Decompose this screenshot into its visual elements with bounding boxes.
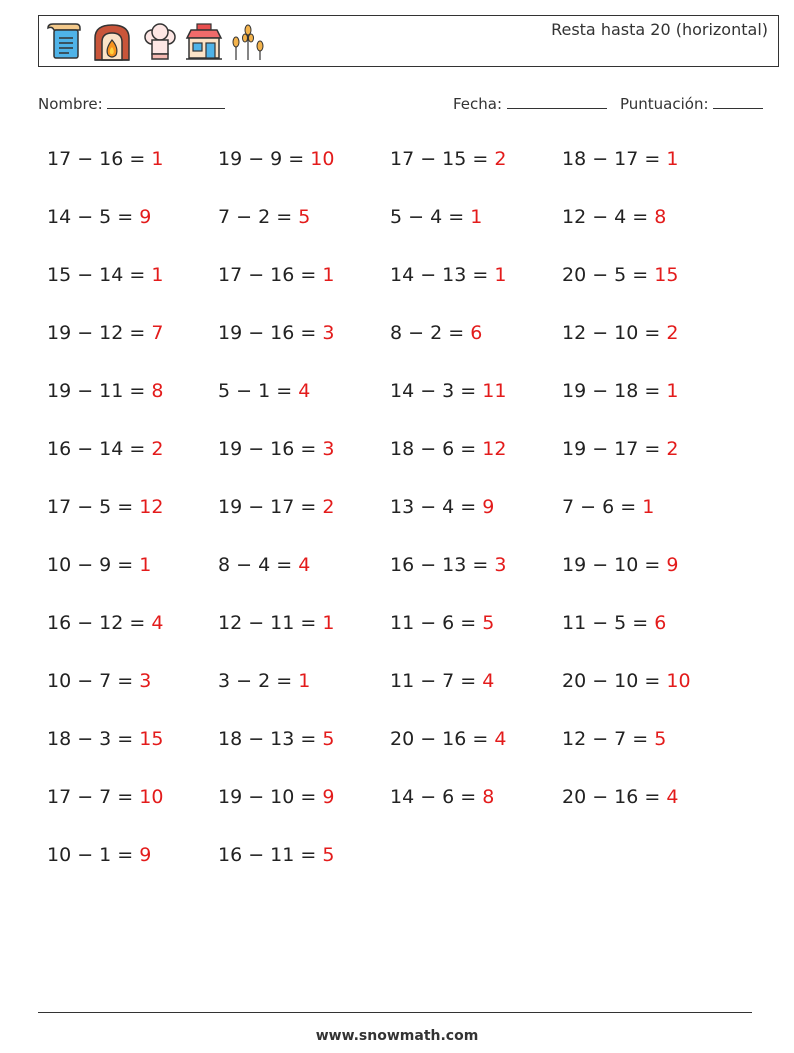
problem-answer: 4	[151, 612, 164, 634]
problem-item	[562, 148, 678, 170]
problem-answer: 5	[298, 206, 311, 228]
problem-item	[562, 438, 678, 460]
problem-expression: 19 − 17 =	[218, 496, 323, 518]
problem-item	[47, 554, 151, 576]
problem-expression: 20 − 16 =	[390, 728, 495, 750]
problem-expression: 19 − 10 =	[562, 554, 667, 576]
problem-expression: 11 − 5 =	[562, 612, 655, 634]
problem-item	[218, 786, 334, 808]
problem-expression: 3 − 2 =	[218, 670, 299, 692]
problem-item	[218, 728, 334, 750]
problem-answer: 1	[642, 496, 655, 518]
problem-expression: 17 − 15 =	[390, 148, 495, 170]
problem-answer: 9	[482, 496, 495, 518]
problem-item	[562, 554, 678, 576]
worksheet-header	[38, 15, 779, 67]
problem-answer: 5	[322, 844, 335, 866]
problem-answer: 6	[470, 322, 483, 344]
problem-item	[562, 264, 678, 286]
problem-expression: 12 − 11 =	[218, 612, 323, 634]
problem-answer: 10	[139, 786, 164, 808]
problem-expression: 17 − 16 =	[47, 148, 152, 170]
problem-item	[562, 380, 678, 402]
problem-expression: 16 − 11 =	[218, 844, 323, 866]
problem-answer: 8	[482, 786, 495, 808]
problem-expression: 16 − 13 =	[390, 554, 495, 576]
problem-item	[218, 206, 310, 228]
problem-item	[47, 670, 151, 692]
problem-answer: 15	[654, 264, 679, 286]
problem-expression: 12 − 4 =	[562, 206, 655, 228]
problem-item	[390, 438, 506, 460]
shop-icon	[184, 22, 224, 62]
problem-expression: 20 − 5 =	[562, 264, 655, 286]
problem-answer: 2	[322, 496, 335, 518]
problem-expression: 19 − 12 =	[47, 322, 152, 344]
problem-item	[390, 148, 506, 170]
name-line	[107, 94, 225, 109]
problem-expression: 16 − 14 =	[47, 438, 152, 460]
problem-item	[218, 438, 334, 460]
problem-expression: 15 − 14 =	[47, 264, 152, 286]
problem-expression: 12 − 7 =	[562, 728, 655, 750]
problem-item	[47, 206, 151, 228]
problem-answer: 1	[322, 612, 335, 634]
problem-expression: 14 − 5 =	[47, 206, 140, 228]
problem-answer: 1	[322, 264, 335, 286]
problem-item	[47, 380, 163, 402]
problem-answer: 1	[666, 380, 679, 402]
header-icons	[44, 22, 274, 62]
problem-item	[562, 728, 666, 750]
problem-answer: 8	[151, 380, 164, 402]
problem-item	[562, 612, 666, 634]
problem-expression: 18 − 17 =	[562, 148, 667, 170]
name-label: Nombre:	[38, 95, 103, 113]
problem-answer: 7	[151, 322, 164, 344]
score-line	[713, 94, 763, 109]
problem-expression: 10 − 7 =	[47, 670, 140, 692]
problem-item	[218, 844, 334, 866]
problem-item	[562, 496, 654, 518]
problem-item	[390, 264, 506, 286]
chef-hat-icon	[140, 22, 180, 62]
problem-item	[47, 322, 163, 344]
footer-divider	[38, 1012, 752, 1013]
problem-answer: 1	[151, 148, 164, 170]
problem-answer: 6	[654, 612, 667, 634]
problem-answer: 2	[666, 438, 679, 460]
problem-expression: 11 − 6 =	[390, 612, 483, 634]
problem-answer: 10	[310, 148, 335, 170]
problem-answer: 1	[470, 206, 483, 228]
problem-expression: 14 − 13 =	[390, 264, 495, 286]
problem-answer: 15	[139, 728, 164, 750]
problem-expression: 19 − 10 =	[218, 786, 323, 808]
problem-item	[218, 322, 334, 344]
problem-answer: 1	[666, 148, 679, 170]
problem-answer: 9	[139, 206, 152, 228]
problem-answer: 5	[482, 612, 495, 634]
worksheet-title: Resta hasta 20 (horizontal)	[551, 20, 768, 39]
problem-answer: 9	[322, 786, 335, 808]
problem-expression: 18 − 13 =	[218, 728, 323, 750]
problem-item	[390, 786, 494, 808]
problem-answer: 1	[494, 264, 507, 286]
problem-item	[562, 670, 691, 692]
problem-expression: 7 − 6 =	[562, 496, 643, 518]
footer-site: www.snowmath.com	[315, 1028, 479, 1044]
score-field	[620, 94, 763, 113]
problem-answer: 4	[298, 554, 311, 576]
problem-item	[390, 612, 494, 634]
problem-answer: 2	[151, 438, 164, 460]
date-field	[453, 94, 607, 113]
problem-expression: 10 − 1 =	[47, 844, 140, 866]
problem-expression: 14 − 3 =	[390, 380, 483, 402]
problem-answer: 12	[139, 496, 164, 518]
problem-expression: 7 − 2 =	[218, 206, 299, 228]
problem-expression: 12 − 10 =	[562, 322, 667, 344]
date-label: Fecha:	[453, 95, 503, 113]
problem-answer: 1	[151, 264, 164, 286]
problem-item	[47, 786, 163, 808]
problem-item	[390, 322, 482, 344]
problem-item	[390, 206, 482, 228]
problem-answer: 8	[654, 206, 667, 228]
problem-expression: 17 − 16 =	[218, 264, 323, 286]
problem-expression: 8 − 4 =	[218, 554, 299, 576]
problem-expression: 13 − 4 =	[390, 496, 483, 518]
problem-item	[562, 206, 666, 228]
problem-expression: 19 − 17 =	[562, 438, 667, 460]
problem-expression: 19 − 11 =	[47, 380, 152, 402]
problem-item	[218, 264, 334, 286]
problem-expression: 18 − 6 =	[390, 438, 483, 460]
problem-answer: 9	[139, 844, 152, 866]
problem-expression: 10 − 9 =	[47, 554, 140, 576]
problem-item	[390, 380, 506, 402]
wheat-icon	[228, 22, 268, 62]
problem-answer: 3	[322, 322, 335, 344]
problem-item	[562, 322, 678, 344]
problem-item	[47, 612, 163, 634]
problem-expression: 5 − 1 =	[218, 380, 299, 402]
problem-answer: 5	[654, 728, 667, 750]
problem-item	[47, 438, 163, 460]
problem-answer: 2	[666, 322, 679, 344]
problem-expression: 19 − 16 =	[218, 438, 323, 460]
problem-answer: 11	[482, 380, 507, 402]
problem-answer: 4	[666, 786, 679, 808]
problem-answer: 3	[322, 438, 335, 460]
problem-answer: 12	[482, 438, 507, 460]
problem-expression: 17 − 5 =	[47, 496, 140, 518]
name-field	[38, 94, 225, 113]
problem-expression: 11 − 7 =	[390, 670, 483, 692]
problem-expression: 17 − 7 =	[47, 786, 140, 808]
problem-expression: 8 − 2 =	[390, 322, 471, 344]
problem-expression: 19 − 18 =	[562, 380, 667, 402]
problem-expression: 14 − 6 =	[390, 786, 483, 808]
problem-item	[390, 496, 494, 518]
problem-item	[47, 148, 163, 170]
score-label: Puntuación:	[620, 95, 709, 113]
problem-item	[47, 264, 163, 286]
problem-answer: 2	[494, 148, 507, 170]
scroll-icon	[44, 22, 84, 62]
problem-answer: 1	[298, 670, 311, 692]
problem-answer: 10	[666, 670, 691, 692]
problem-item	[562, 786, 678, 808]
problem-answer: 5	[322, 728, 335, 750]
date-line	[507, 94, 607, 109]
problem-expression: 20 − 10 =	[562, 670, 667, 692]
problem-item	[218, 554, 310, 576]
problem-item	[218, 380, 310, 402]
problem-item	[390, 554, 506, 576]
problem-item	[218, 612, 334, 634]
problem-answer: 1	[139, 554, 152, 576]
fireplace-icon	[92, 22, 132, 62]
problem-answer: 3	[139, 670, 152, 692]
problem-item	[218, 496, 334, 518]
problem-expression: 19 − 9 =	[218, 148, 311, 170]
problem-item	[390, 728, 506, 750]
problem-answer: 3	[494, 554, 507, 576]
problem-expression: 20 − 16 =	[562, 786, 667, 808]
problem-answer: 9	[666, 554, 679, 576]
problem-item	[218, 670, 310, 692]
problem-expression: 5 − 4 =	[390, 206, 471, 228]
problem-answer: 4	[298, 380, 311, 402]
problem-expression: 18 − 3 =	[47, 728, 140, 750]
problem-item	[218, 148, 334, 170]
problem-answer: 4	[494, 728, 507, 750]
problem-item	[47, 496, 163, 518]
problem-item	[390, 670, 494, 692]
problem-item	[47, 844, 151, 866]
problem-answer: 4	[482, 670, 495, 692]
problem-expression: 16 − 12 =	[47, 612, 152, 634]
problem-expression: 19 − 16 =	[218, 322, 323, 344]
problem-item	[47, 728, 163, 750]
